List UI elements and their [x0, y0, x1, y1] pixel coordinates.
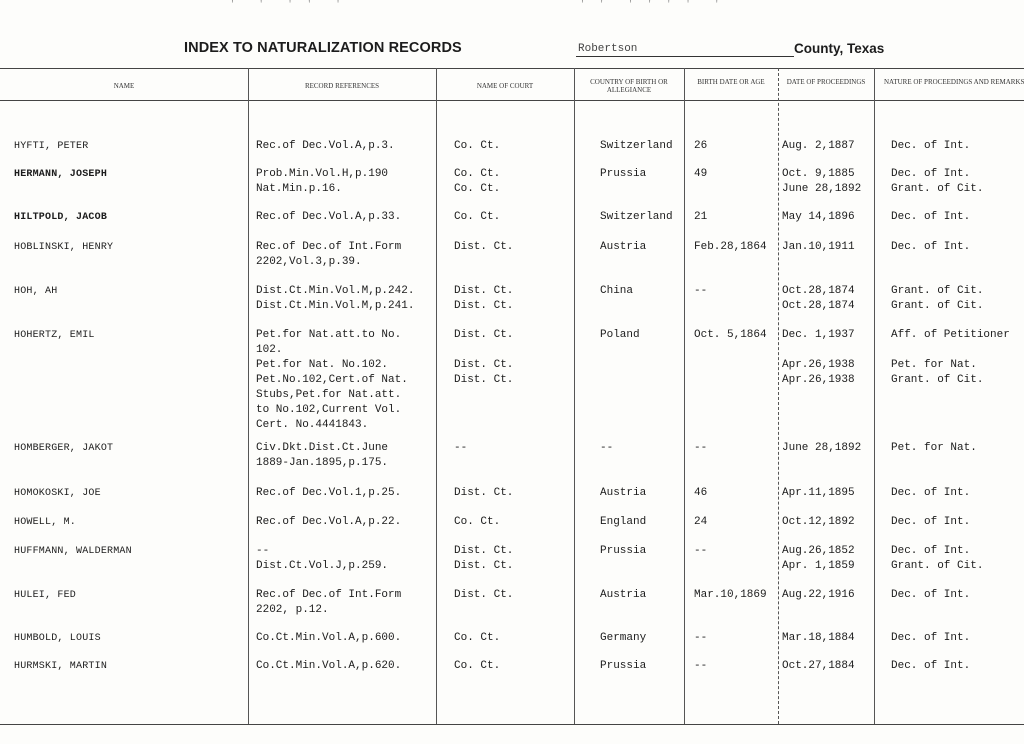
record-country: Prussia — [600, 660, 647, 672]
record-name: HILTPOLD, JACOB — [14, 212, 108, 223]
record-date: Apr. 1,1859 — [782, 560, 855, 572]
record-reference: 102. — [256, 344, 283, 356]
record-reference: Rec.of Dec.of Int.Form — [256, 589, 402, 601]
record-name: HOMOKOSKI, JOE — [14, 488, 101, 499]
record-reference: Dist.Ct.Min.Vol.M,p.241. — [256, 300, 415, 312]
column-header-record-references: RECORD REFERENCES — [304, 82, 380, 90]
record-date: Oct.12,1892 — [782, 516, 855, 528]
record-birth: 46 — [694, 487, 708, 499]
record-nature: Grant. of Cit. — [891, 183, 984, 195]
record-nature: Dec. of Int. — [891, 545, 971, 557]
record-date: Jan.10,1911 — [782, 241, 855, 253]
record-date: Apr.11,1895 — [782, 487, 855, 499]
record-reference: to No.102,Current Vol. — [256, 404, 402, 416]
record-name: HUMBOLD, LOUIS — [14, 633, 101, 644]
record-reference: Rec.of Dec.of Int.Form — [256, 241, 402, 253]
record-birth: -- — [694, 285, 708, 297]
record-birth: 49 — [694, 168, 708, 180]
record-reference: Cert. No.4441843. — [256, 419, 369, 431]
record-reference: Pet.No.102,Cert.of Nat. — [256, 374, 408, 386]
record-country: -- — [600, 442, 614, 454]
county-name: Robertson — [578, 43, 638, 55]
column-header-date: DATE OF PROCEEDINGS — [786, 78, 866, 86]
record-nature: Aff. of Petitioner — [891, 329, 1010, 341]
record-name: HERMANN, JOSEPH — [14, 169, 108, 180]
record-birth: 26 — [694, 140, 708, 152]
record-court: Dist. Ct. — [454, 487, 514, 499]
column-divider — [684, 68, 685, 724]
record-nature: Dec. of Int. — [891, 168, 971, 180]
record-country: Prussia — [600, 545, 647, 557]
record-court: Co. Ct. — [454, 168, 501, 180]
record-court: Dist. Ct. — [454, 560, 514, 572]
record-date: Apr.26,1938 — [782, 374, 855, 386]
record-court: Co. Ct. — [454, 632, 501, 644]
record-country: England — [600, 516, 647, 528]
record-country: Switzerland — [600, 140, 673, 152]
record-date: Dec. 1,1937 — [782, 329, 855, 341]
record-birth: 24 — [694, 516, 708, 528]
record-country: Poland — [600, 329, 640, 341]
record-reference: Rec.of Dec.Vol.A,p.33. — [256, 211, 402, 223]
record-country: Austria — [600, 241, 647, 253]
record-reference: Rec.of Dec.Vol.1,p.25. — [256, 487, 402, 499]
record-reference: -- — [256, 545, 270, 557]
record-birth: Oct. 5,1864 — [694, 329, 767, 341]
record-court: Dist. Ct. — [454, 329, 514, 341]
column-header-birth: BIRTH DATE OR AGE — [697, 78, 765, 86]
record-reference: Civ.Dkt.Dist.Ct.June — [256, 442, 389, 454]
record-country: Austria — [600, 589, 647, 601]
record-date: Aug. 2,1887 — [782, 140, 855, 152]
record-date: Oct.28,1874 — [782, 285, 855, 297]
record-date: June 28,1892 — [782, 183, 862, 195]
column-divider — [574, 68, 575, 724]
record-nature: Pet. for Nat. — [891, 442, 977, 454]
record-name: HOWELL, M. — [14, 517, 77, 528]
record-birth: Mar.10,1869 — [694, 589, 767, 601]
record-nature: Dec. of Int. — [891, 516, 971, 528]
record-name: HYFTI, PETER — [14, 141, 89, 152]
column-header-country: COUNTRY OF BIRTH OR ALLEGIANCE — [590, 78, 668, 94]
column-header-court: NAME OF COURT — [476, 82, 534, 90]
record-birth: -- — [694, 660, 708, 672]
record-birth: 21 — [694, 211, 708, 223]
record-date: June 28,1892 — [782, 442, 862, 454]
column-divider — [874, 68, 875, 724]
record-reference: Pet.for Nat.att.to No. — [256, 329, 402, 341]
record-nature: Dec. of Int. — [891, 632, 971, 644]
header-bottom-rule — [0, 100, 1024, 101]
record-nature: Grant. of Cit. — [891, 300, 984, 312]
record-reference: Stubs,Pet.for Nat.att. — [256, 389, 402, 401]
record-court: Co. Ct. — [454, 183, 501, 195]
record-reference: Nat.Min.p.16. — [256, 183, 342, 195]
table-bottom-rule — [0, 724, 1024, 725]
record-name: HULEI, FED — [14, 590, 77, 601]
record-name: HURMSKI, MARTIN — [14, 661, 108, 672]
record-birth: -- — [694, 545, 708, 557]
record-birth: Feb.28,1864 — [694, 241, 767, 253]
record-reference: Co.Ct.Min.Vol.A,p.600. — [256, 632, 402, 644]
record-birth: -- — [694, 632, 708, 644]
record-court: Dist. Ct. — [454, 374, 514, 386]
record-reference: Prob.Min.Vol.H,p.190 — [256, 168, 389, 180]
record-reference: Dist.Ct.Vol.J,p.259. — [256, 560, 389, 572]
record-name: HOH, AH — [14, 286, 58, 297]
record-court: Co. Ct. — [454, 211, 501, 223]
record-date: Apr.26,1938 — [782, 359, 855, 371]
record-nature: Dec. of Int. — [891, 211, 971, 223]
record-country: Prussia — [600, 168, 647, 180]
record-name: HOMBERGER, JAKOT — [14, 443, 114, 454]
record-country: Switzerland — [600, 211, 673, 223]
record-nature: Dec. of Int. — [891, 241, 971, 253]
record-reference: 2202,Vol.3,p.39. — [256, 256, 362, 268]
record-date: Mar.18,1884 — [782, 632, 855, 644]
column-divider — [778, 68, 779, 724]
record-nature: Grant. of Cit. — [891, 285, 984, 297]
record-court: Co. Ct. — [454, 140, 501, 152]
record-name: HOBLINSKI, HENRY — [14, 242, 114, 253]
record-nature: Dec. of Int. — [891, 140, 971, 152]
record-court: Dist. Ct. — [454, 589, 514, 601]
record-birth: -- — [694, 442, 708, 454]
record-reference: Dist.Ct.Min.Vol.M,p.242. — [256, 285, 415, 297]
record-country: China — [600, 285, 634, 297]
page-title: INDEX TO NATURALIZATION RECORDS — [184, 40, 462, 56]
record-date: Oct.27,1884 — [782, 660, 855, 672]
record-nature: Dec. of Int. — [891, 589, 971, 601]
record-date: Oct.28,1874 — [782, 300, 855, 312]
record-date: Oct. 9,1885 — [782, 168, 855, 180]
county-underline — [576, 56, 794, 57]
record-court: Dist. Ct. — [454, 241, 514, 253]
record-nature: Grant. of Cit. — [891, 560, 984, 572]
record-court: Dist. Ct. — [454, 285, 514, 297]
record-court: Dist. Ct. — [454, 359, 514, 371]
column-header-nature: NATURE OF PROCEEDINGS AND REMARKS — [884, 78, 1024, 86]
record-reference: Rec.of Dec.Vol.A,p.22. — [256, 516, 402, 528]
record-reference: 2202, p.12. — [256, 604, 329, 616]
record-date: May 14,1896 — [782, 211, 855, 223]
record-country: Austria — [600, 487, 647, 499]
record-court: Co. Ct. — [454, 516, 501, 528]
record-court: -- — [454, 442, 468, 454]
record-country: Germany — [600, 632, 647, 644]
record-name: HUFFMANN, WALDERMAN — [14, 546, 132, 557]
record-reference: 1889-Jan.1895,p.175. — [256, 457, 389, 469]
column-header-name: NAME — [113, 82, 135, 90]
record-reference: Rec.of Dec.Vol.A,p.3. — [256, 140, 395, 152]
column-divider — [248, 68, 249, 724]
record-reference: Pet.for Nat. No.102. — [256, 359, 389, 371]
record-reference: Co.Ct.Min.Vol.A,p.620. — [256, 660, 402, 672]
record-date: Aug.26,1852 — [782, 545, 855, 557]
record-nature: Pet. for Nat. — [891, 359, 977, 371]
column-divider — [436, 68, 437, 724]
record-court: Dist. Ct. — [454, 545, 514, 557]
record-nature: Grant. of Cit. — [891, 374, 984, 386]
county-label: County, Texas — [794, 41, 885, 56]
record-nature: Dec. of Int. — [891, 487, 971, 499]
record-date: Aug.22,1916 — [782, 589, 855, 601]
header-top-rule — [0, 68, 1024, 69]
record-court: Dist. Ct. — [454, 300, 514, 312]
record-nature: Dec. of Int. — [891, 660, 971, 672]
record-court: Co. Ct. — [454, 660, 501, 672]
record-name: HOHERTZ, EMIL — [14, 330, 95, 341]
